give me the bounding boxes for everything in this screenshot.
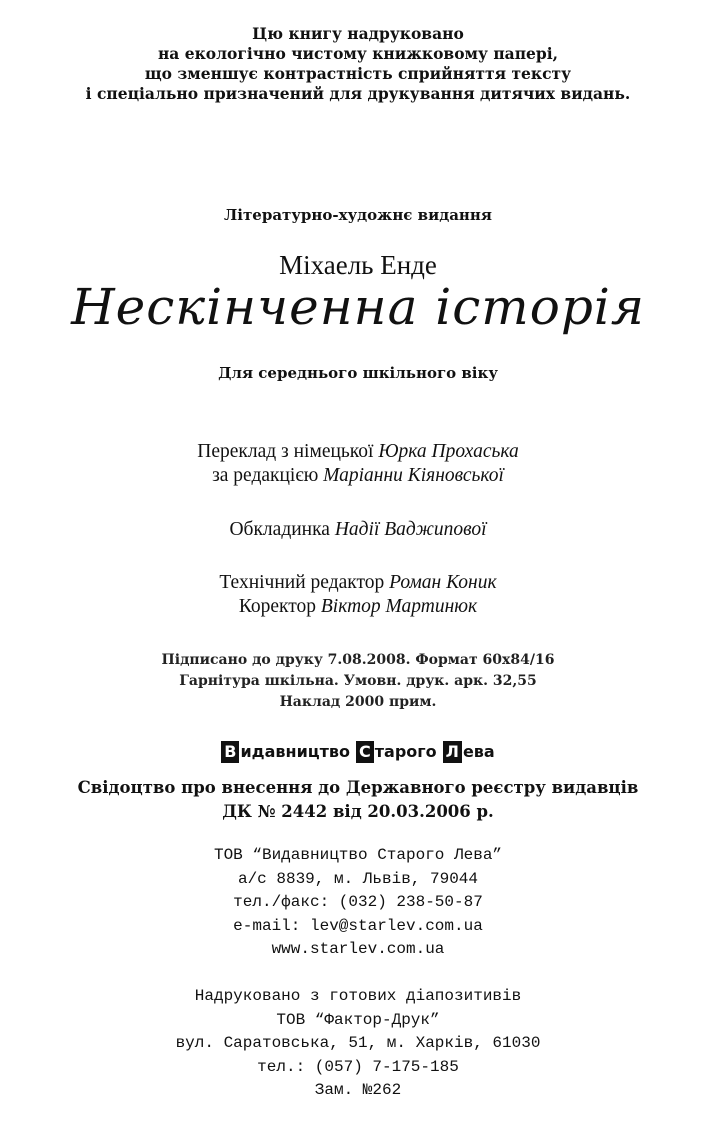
print-info-line: Підписано до друку 7.08.2008. Формат 60х84/16 bbox=[161, 652, 555, 668]
cover-credit bbox=[0, 518, 716, 542]
logo-word: ева bbox=[462, 742, 495, 761]
genre-label: Літературно-художнє видання bbox=[224, 206, 492, 224]
address-line: тел./факс: (032) 238-50-87 bbox=[233, 893, 483, 911]
translation-credits bbox=[0, 440, 716, 488]
printer-line: ТОВ “Фактор-Друк” bbox=[276, 1010, 440, 1029]
printer-line: Зам. №262 bbox=[314, 1081, 402, 1099]
translator-line bbox=[0, 440, 716, 464]
tech-editor-line bbox=[0, 571, 716, 595]
staff-credits bbox=[0, 571, 716, 619]
editor-name: Маріанни Кіяновської bbox=[323, 465, 504, 486]
logo-word: идавництво bbox=[240, 742, 351, 761]
registration-line: ДК № 2442 від 20.03.2006 р. bbox=[222, 802, 494, 821]
registration-info bbox=[0, 776, 716, 824]
print-info bbox=[0, 650, 716, 713]
logo-initial: С bbox=[356, 741, 374, 763]
logo-word: тарого bbox=[374, 742, 437, 761]
age-group: Для середнього шкільного віку bbox=[218, 364, 498, 382]
tech-editor-prefix: Технічний редактор bbox=[219, 572, 390, 593]
notice-line: і спеціально призначений для друкування дитячих видань. bbox=[85, 84, 631, 103]
book-title: Нескінченна історія bbox=[71, 278, 645, 336]
proofreader-prefix: Коректор bbox=[238, 596, 321, 617]
publisher-logo bbox=[0, 741, 716, 763]
address-line: а/с 8839, м. Львів, 79044 bbox=[237, 869, 479, 888]
publisher-address bbox=[0, 844, 716, 962]
proofreader-line bbox=[0, 595, 716, 619]
printer-line: вул. Саратовська, 51, м. Харків, 61030 bbox=[175, 1034, 541, 1052]
address-line: ТОВ “Видавництво Старого Лева” bbox=[213, 846, 503, 864]
print-info-line: Гарнітура шкільна. Умовн. друк. арк. 32,55 bbox=[179, 673, 537, 689]
registration-line: Свідоцтво про внесення до Державного реєстру видавців bbox=[77, 778, 639, 797]
address-line: e-mail: lev@starlev.com.ua bbox=[233, 916, 483, 935]
cover-prefix: Обкладинка bbox=[229, 519, 335, 540]
logo-initial: В bbox=[221, 741, 239, 763]
notice-line: Цю книгу надруковано bbox=[252, 24, 464, 43]
printer-line: тел.: (057) 7-175-185 bbox=[257, 1057, 459, 1076]
translator-name: Юрка Прохаська bbox=[378, 441, 519, 462]
editor-prefix: за редакцією bbox=[212, 465, 324, 486]
logo-initial: Л bbox=[443, 741, 462, 763]
printer-info bbox=[0, 985, 716, 1103]
print-info-line: Наклад 2000 прим. bbox=[279, 694, 437, 710]
proofreader-name: Віктор Мартинюк bbox=[320, 596, 478, 617]
printer-line: Надруковано з готових діапозитивів bbox=[194, 987, 522, 1005]
notice-line: на екологічно чистому книжковому папері, bbox=[157, 44, 559, 63]
tech-editor-name: Роман Коник bbox=[389, 572, 497, 593]
paper-notice bbox=[0, 24, 716, 104]
address-line: www.starlev.com.ua bbox=[271, 940, 445, 958]
author-name: Міхаель Енде bbox=[279, 250, 437, 280]
editor-line bbox=[0, 464, 716, 488]
notice-line: що зменшує контрастність сприйняття тексту bbox=[144, 64, 572, 83]
translator-prefix: Переклад з німецької bbox=[197, 441, 379, 462]
cover-artist-name: Надії Ваджипової bbox=[334, 519, 487, 540]
